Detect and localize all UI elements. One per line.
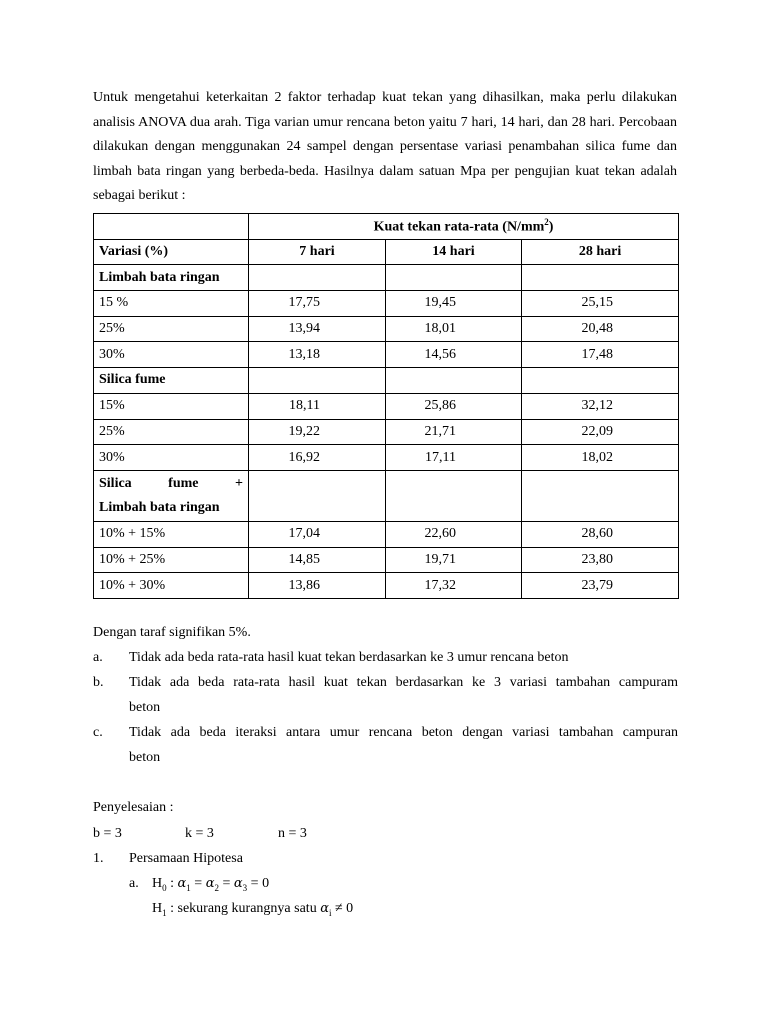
cell-value: 14,56: [386, 342, 522, 368]
cell-value: 20,48: [522, 316, 679, 342]
cell-value: 21,71: [386, 419, 522, 445]
significance-line: Dengan taraf signifikan 5%.: [93, 625, 251, 640]
row-label: 25%: [94, 316, 249, 342]
cell-value: 19,22: [249, 419, 386, 445]
row-label: 15%: [94, 393, 249, 419]
strength-table: [93, 213, 679, 599]
cell-value: 17,48: [522, 342, 679, 368]
col-header-day: 14 hari: [386, 239, 522, 265]
table-row: [94, 445, 679, 471]
cell-value: 13,94: [249, 316, 386, 342]
group-row: [94, 470, 679, 521]
cell-value: 17,04: [249, 521, 386, 547]
cell-value: 18,02: [522, 445, 679, 471]
row-label: 30%: [94, 445, 249, 471]
col-header-day: 28 hari: [522, 239, 679, 265]
table-row: [94, 316, 679, 342]
row-label: 25%: [94, 419, 249, 445]
cell-value: 17,75: [249, 291, 386, 317]
col-header-day: 7 hari: [249, 239, 386, 265]
row-label: 10% + 15%: [94, 521, 249, 547]
cell-value: 32,12: [522, 393, 679, 419]
cell-value: 13,86: [249, 573, 386, 599]
table-row: [94, 291, 679, 317]
super-header: Kuat tekan rata-rata $(N/mm^2)$: [249, 214, 679, 240]
table-row: [94, 521, 679, 547]
cell-value: 22,60: [386, 521, 522, 547]
table-header-row: [94, 239, 679, 265]
cell-value: 17,32: [386, 573, 522, 599]
cell-value: 18,11: [249, 393, 386, 419]
cell-value: 23,80: [522, 547, 679, 573]
cell-value: 25,86: [386, 393, 522, 419]
cell-value: 25,15: [522, 291, 679, 317]
cell-value: 14,85: [249, 547, 386, 573]
cell-value: 22,09: [522, 419, 679, 445]
intro-paragraph: Untuk mengetahui keterkaitan 2 faktor terhadap kuat tekan yang dihasilkan, maka perlu dilakukan analisis ANOVA dua arah. Tiga varian umur rencana beton yaitu 7 hari, 14 hari, dan 28 hari. Percobaan dilakukan dengan menggunakan 24 sampel dengan persentase variasi penambahan silica fume dan limbah bata ringan yang berbeda-beda. Hasilnya dalam satuan Mpa per pengujian kuat tekan adalah sebagai berikut :: [93, 90, 677, 204]
table-row: [94, 393, 679, 419]
cell-value: 17,11: [386, 445, 522, 471]
row-label: 30%: [94, 342, 249, 368]
table-row: [94, 342, 679, 368]
group-row: [94, 265, 679, 291]
row-label: 15 %: [94, 291, 249, 317]
param-b: b = 3: [93, 826, 122, 841]
table-row: [94, 419, 679, 445]
cell-value: 19,45: [386, 291, 522, 317]
table-row: [94, 547, 679, 573]
param-n: n = 3: [278, 826, 307, 841]
group-name: Limbah bata ringan: [94, 265, 249, 291]
param-k: k = 3: [185, 826, 214, 841]
table-row: [94, 573, 679, 599]
solution-title: Penyelesaian :: [93, 800, 174, 815]
row-label: 10% + 25%: [94, 547, 249, 573]
col-header-variasi: Variasi (%): [94, 239, 249, 265]
cell-value: 13,18: [249, 342, 386, 368]
document-page: Untuk mengetahui keterkaitan 2 faktor terhadap kuat tekan yang dihasilkan, maka perlu dilakukan analisis ANOVA dua arah. Tiga varian umur rencana beton yaitu 7 hari, 14 hari, dan 28 hari. Percobaan dilakukan dengan menggunakan 24 sampel dengan persentase variasi penambahan silica fume dan limbah bata ringan yang berbeda-beda. Hasilnya dalam satuan Mpa per pengujian kuat tekan adalah sebagai berikut : Kuat tekan rata-rata $(N/mm^2)$ Variasi (%) 7 hari 14 hari 28 hari Limbah bata ringan 15 % 17,75 19,45 25,15 25% 13,94 18,01 20,48 30% 13,18 14,56 17,48 Silica fume 15% 18,11 25,86 32,12 25% 19,22 21,71 22,09 30% 16,92 17,11 18,02 Silica fume + Limbah bata ringan 10% + 15% 17,04 22,60 28,60 10% + 25% 14,85 19,71 23,80 10% + 30% 13,86 17,32 23,79 Dengan taraf signifikan 5%. a. Tidak ada beda rata-rata hasil kuat tekan berdasarkan ke 3 umur rencana beton b. Tidak ada beda rata-rata hasil kuat tekan berdasarkan ke 3 variasi tambahan campuram beton c. Tidak ada beda iteraksi antara umur rencana beton dengan variasi tambahan campuran beton Penyelesaian : b = 3 k = 3 n = 3 1. Persamaan Hipotesa a. $H_0$ : $\alpha_1 = \alpha_2 = \alpha_3 = 0$ $H_1$ : sekurang kurangnya satu $\alpha_i \ne 0$: [0, 0, 768, 1024]
group-row: [94, 368, 679, 394]
group-name: Silica fume + Limbah bata ringan: [94, 470, 249, 521]
cell-value: 18,01: [386, 316, 522, 342]
row-label: 10% + 30%: [94, 573, 249, 599]
cell-value: 23,79: [522, 573, 679, 599]
cell-value: 28,60: [522, 521, 679, 547]
cell-value: 16,92: [249, 445, 386, 471]
cell-value: 19,71: [386, 547, 522, 573]
group-name: Silica fume: [94, 368, 249, 394]
table-super-header-row: [94, 214, 679, 240]
